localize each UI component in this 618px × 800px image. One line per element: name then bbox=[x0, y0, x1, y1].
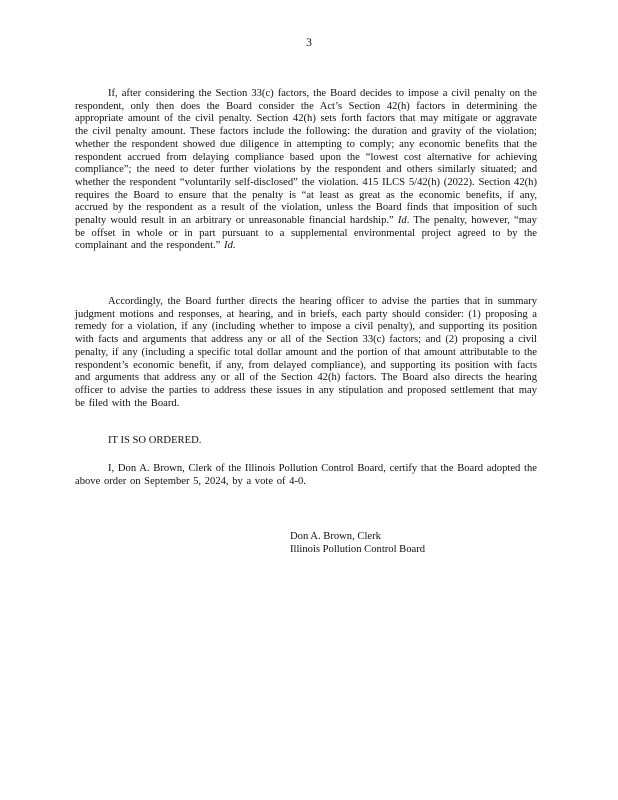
clerk-certification: I, Don A. Brown, Clerk of the Illinois Pollution Control Board, certify that the Board adopted the above order on September 5, 2024, by a vote of 4-0. bbox=[75, 463, 537, 487]
paragraph-1-text-a: If, after considering the Section 33(c) factors, the Board decides to impose a civil penalty on the respondent, only then does the Board consider the Act’s Section 42(h) factors in determining the appropriate amount of the civil penalty. Section 42(h) sets forth factors that may mitigate or aggravate the civil penalty amount. These factors include the following: the duration and gravity of the violation; whether the respondent showed due diligence in attempting to comply; any economic benefits that the respondent accrued from delaying compliance based upon the “lowest cost alternative for achieving compliance”; the need to deter further violations by the respondent and others similarly situated; and whether the respondent “voluntarily self-disclosed” the violation. 415 ILCS 5/42(h) (2022). Section 42(h) requires the Board to ensure that the penalty is “at least as great as the economic benefits, if any, accrued by the respondent as a result of the violation, unless the Board finds that imposition of such penalty would result in an arbitrary or unreasonable financial hardship.” bbox=[75, 88, 537, 227]
citation-id-1: Id bbox=[397, 215, 407, 227]
hearing-officer-directions-paragraph: Accordingly, the Board further directs the hearing officer to advise the parties that in summary judgment motions and responses, at hearing, and in briefs, each party should consider: (1) proposing a remedy for a violation, if any (including whether to impose a civil penalty), and supporting its position with facts and arguments that address any or all of the Section 33(c) factors; and (2) proposing a civil penalty, if any (including a specific total dollar amount and the portion of that amount attributable to the respondent’s economic benefit, if any, from delayed compliance), and supporting its position with facts and arguments that address any or all of the Section 42(h) factors. The Board also directs the hearing officer to advise the parties to address these issues in any stipulation and proposed settlement that may be filed with the Board. bbox=[75, 296, 537, 409]
signature-organization: Illinois Pollution Control Board bbox=[290, 544, 426, 555]
signature-block bbox=[290, 530, 425, 556]
paragraph-1-text-c: . bbox=[232, 240, 236, 252]
citation-id-2: Id bbox=[224, 240, 233, 252]
paragraph-1-text-b: . The penalty, however, “may be offset in whole or in part pursuant to a supplemental environmental project agreed to by the complainant and the respondent.” bbox=[75, 215, 537, 252]
signature-name: Don A. Brown, Clerk bbox=[290, 531, 381, 542]
page-number: 3 bbox=[306, 37, 312, 49]
penalty-factors-paragraph bbox=[75, 88, 537, 253]
order-statement: IT IS SO ORDERED. bbox=[108, 435, 202, 446]
